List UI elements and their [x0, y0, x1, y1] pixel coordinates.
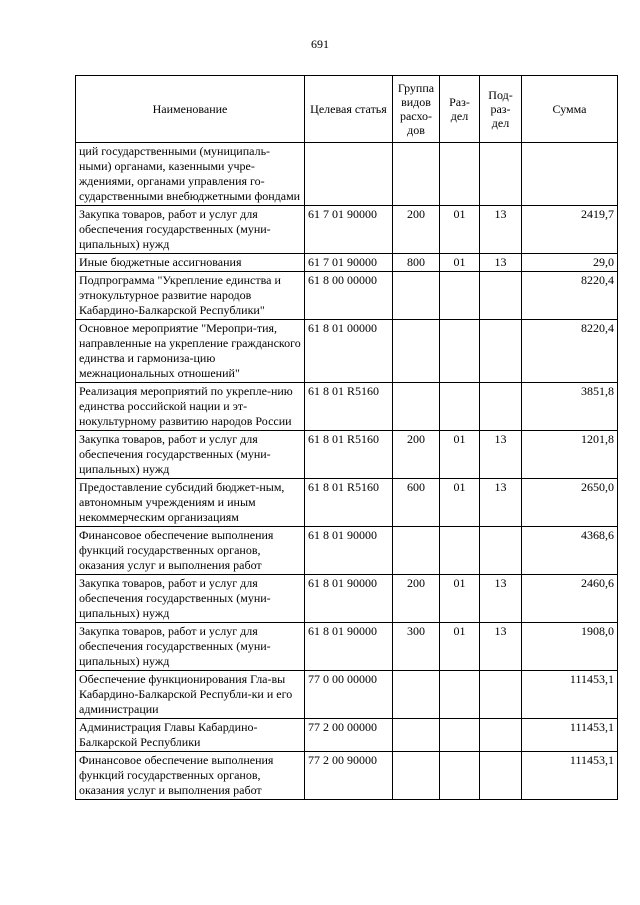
cell-name: Иные бюджетные ассигнования [76, 254, 305, 272]
table-row [76, 527, 618, 575]
cell-name: ций государственными (муниципаль-ными) органами, казенными учре-ждениями, органами управления го-сударственными внебюджетными фондами [76, 143, 305, 206]
cell-name: Финансовое обеспечение выполнения функций государственных органов, оказания услуг и выполнения работ [76, 752, 305, 800]
cell-section [440, 527, 480, 575]
cell-expense-group [393, 719, 440, 752]
cell-section: 01 [440, 431, 480, 479]
cell-expense-group: 200 [393, 206, 440, 254]
cell-subsection [480, 671, 522, 719]
table-body [76, 143, 618, 800]
header-section: Раз-дел [440, 76, 480, 143]
cell-subsection [480, 719, 522, 752]
cell-target-article: 77 2 00 90000 [305, 752, 393, 800]
cell-expense-group: 200 [393, 431, 440, 479]
cell-sum [522, 143, 618, 206]
cell-section [440, 752, 480, 800]
cell-target-article [305, 143, 393, 206]
cell-sum: 4368,6 [522, 527, 618, 575]
cell-target-article: 61 8 01 R5160 [305, 431, 393, 479]
cell-name: Обеспечение функционирования Гла-вы Кабардино-Балкарской Республи-ки и его администрации [76, 671, 305, 719]
cell-sum: 1201,8 [522, 431, 618, 479]
cell-name: Реализация мероприятий по укрепле-нию единства российской нации и эт-нокультурному развитию народов России [76, 383, 305, 431]
table-row [76, 254, 618, 272]
cell-expense-group: 300 [393, 623, 440, 671]
cell-target-article: 61 8 01 90000 [305, 527, 393, 575]
cell-sum: 111453,1 [522, 671, 618, 719]
table-row [76, 671, 618, 719]
cell-subsection: 13 [480, 479, 522, 527]
cell-section [440, 272, 480, 320]
cell-subsection [480, 320, 522, 383]
cell-subsection [480, 383, 522, 431]
table-header-row [76, 76, 618, 143]
header-name: Наименование [76, 76, 305, 143]
table-row [76, 383, 618, 431]
table-row [76, 479, 618, 527]
cell-target-article: 61 8 00 00000 [305, 272, 393, 320]
cell-section [440, 320, 480, 383]
cell-sum: 29,0 [522, 254, 618, 272]
budget-table [75, 75, 618, 800]
cell-sum: 2460,6 [522, 575, 618, 623]
cell-subsection: 13 [480, 254, 522, 272]
table-row [76, 206, 618, 254]
cell-expense-group [393, 671, 440, 719]
cell-subsection: 13 [480, 206, 522, 254]
cell-section [440, 671, 480, 719]
cell-section [440, 143, 480, 206]
table-row [76, 431, 618, 479]
cell-name: Основное мероприятие "Меропри-тия, направленные на укрепление гражданского единства и гармониза-цию межнациональных отношений" [76, 320, 305, 383]
cell-name: Финансовое обеспечение выполнения функций государственных органов, оказания услуг и выполнения работ [76, 527, 305, 575]
cell-section [440, 383, 480, 431]
cell-subsection: 13 [480, 431, 522, 479]
cell-subsection [480, 752, 522, 800]
cell-name: Администрация Главы Кабардино-Балкарской Республики [76, 719, 305, 752]
cell-sum: 2650,0 [522, 479, 618, 527]
cell-name: Закупка товаров, работ и услуг для обеспечения государственных (муни-ципальных) нужд [76, 206, 305, 254]
cell-section: 01 [440, 479, 480, 527]
cell-name: Закупка товаров, работ и услуг для обеспечения государственных (муни-ципальных) нужд [76, 623, 305, 671]
table-row [76, 719, 618, 752]
cell-target-article: 61 8 01 R5160 [305, 383, 393, 431]
cell-sum: 2419,7 [522, 206, 618, 254]
cell-name: Закупка товаров, работ и услуг для обеспечения государственных (муни-ципальных) нужд [76, 575, 305, 623]
header-expense-group: Группа видов расхо-дов [393, 76, 440, 143]
cell-sum: 8220,4 [522, 320, 618, 383]
cell-expense-group: 800 [393, 254, 440, 272]
cell-target-article: 61 8 01 R5160 [305, 479, 393, 527]
cell-target-article: 61 8 01 90000 [305, 623, 393, 671]
cell-target-article: 77 2 00 00000 [305, 719, 393, 752]
cell-section: 01 [440, 254, 480, 272]
cell-subsection [480, 143, 522, 206]
cell-expense-group: 600 [393, 479, 440, 527]
table-row [76, 752, 618, 800]
cell-expense-group [393, 143, 440, 206]
cell-expense-group [393, 320, 440, 383]
cell-sum: 111453,1 [522, 719, 618, 752]
cell-name: Предоставление субсидий бюджет-ным, автономным учреждениям и иным некоммерческим организациям [76, 479, 305, 527]
cell-expense-group [393, 752, 440, 800]
cell-sum: 1908,0 [522, 623, 618, 671]
header-sum: Сумма [522, 76, 618, 143]
cell-subsection [480, 527, 522, 575]
table-row [76, 320, 618, 383]
cell-expense-group [393, 527, 440, 575]
table-row [76, 272, 618, 320]
cell-subsection: 13 [480, 623, 522, 671]
table-row [76, 623, 618, 671]
cell-subsection: 13 [480, 575, 522, 623]
header-subsection: Под-раз-дел [480, 76, 522, 143]
cell-section: 01 [440, 575, 480, 623]
cell-section: 01 [440, 623, 480, 671]
cell-section [440, 719, 480, 752]
cell-target-article: 61 8 01 90000 [305, 575, 393, 623]
cell-name: Подпрограмма "Укрепление единства и этнокультурное развитие народов Кабардино-Балкарской Республики" [76, 272, 305, 320]
table-row [76, 143, 618, 206]
cell-sum: 3851,8 [522, 383, 618, 431]
header-target-article: Целевая статья [305, 76, 393, 143]
cell-expense-group: 200 [393, 575, 440, 623]
cell-target-article: 61 7 01 90000 [305, 206, 393, 254]
cell-subsection [480, 272, 522, 320]
cell-target-article: 77 0 00 00000 [305, 671, 393, 719]
cell-sum: 111453,1 [522, 752, 618, 800]
table-row [76, 575, 618, 623]
cell-expense-group [393, 272, 440, 320]
cell-expense-group [393, 383, 440, 431]
cell-section: 01 [440, 206, 480, 254]
cell-name: Закупка товаров, работ и услуг для обеспечения государственных (муни-ципальных) нужд [76, 431, 305, 479]
cell-sum: 8220,4 [522, 272, 618, 320]
cell-target-article: 61 8 01 00000 [305, 320, 393, 383]
page-number: 691 [311, 37, 329, 51]
cell-target-article: 61 7 01 90000 [305, 254, 393, 272]
